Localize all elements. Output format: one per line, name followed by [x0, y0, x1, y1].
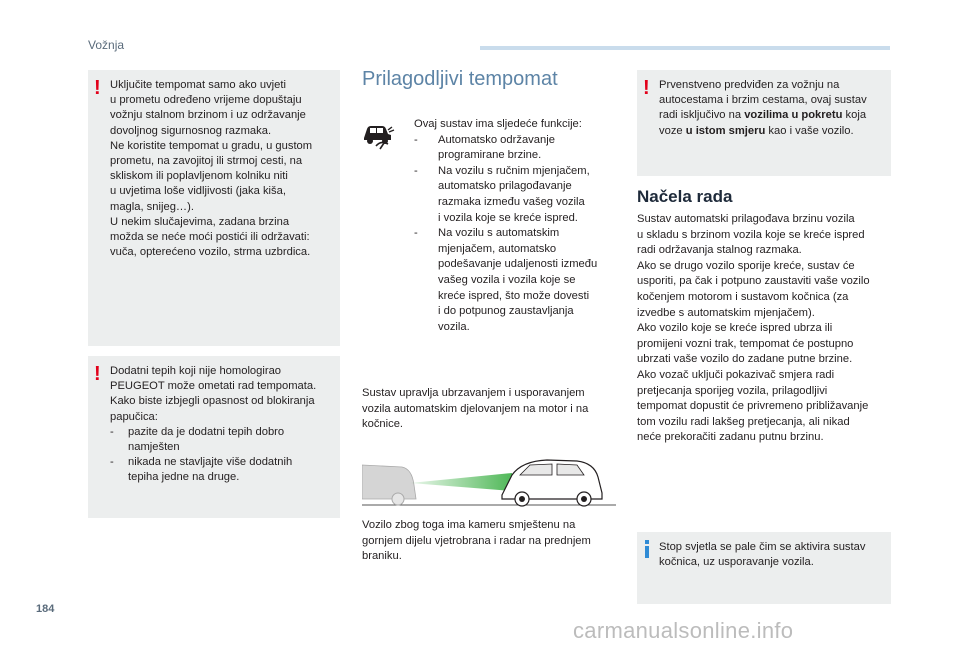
- list-item-text: tepiha jedne na druge.: [128, 471, 240, 484]
- list-bullet: -: [414, 227, 418, 240]
- list-bullet: -: [414, 164, 418, 177]
- list-item: [110, 455, 332, 470]
- watermark: carmanualsonline.info: [573, 618, 794, 643]
- radar-car-illustration: [362, 455, 616, 510]
- warning-line: Prvenstveno predviđen za vožnju na: [659, 79, 840, 91]
- page-number: 184: [36, 603, 55, 615]
- text-line: tempomat dopustit će privremeno približavanje: [637, 400, 869, 413]
- text-line: Dodatni tepih koji nije homologirao: [110, 365, 282, 377]
- warning-line: koja: [842, 109, 867, 122]
- text-line: promijeni vozni trak, tempomat će postupno: [637, 337, 854, 350]
- list-item-text: automatsko prilagođavanje: [438, 180, 572, 193]
- text-line: kočnica, uz usporavanje vozila.: [659, 556, 814, 569]
- list-bullet: -: [110, 456, 114, 469]
- text-line: Ako se drugo vozilo sporije kreće, sustav će: [637, 259, 855, 272]
- info-icon: [645, 540, 649, 558]
- text-line: U nekim slučajevima, zadana brzina: [110, 215, 290, 228]
- list-item: [110, 470, 332, 485]
- list-item: [110, 425, 332, 440]
- list-bullet: [110, 440, 128, 455]
- list-item: [414, 320, 614, 336]
- paragraph-control: [362, 386, 616, 433]
- text-line: Uključite tempomat samo ako uvjeti: [110, 79, 286, 91]
- warning-text: [110, 364, 332, 486]
- list-item-text: i vozila koje se kreće ispred.: [438, 211, 578, 224]
- text-line: kočenjem motorom i sustavom kočnica (za: [637, 290, 849, 303]
- text-line: Ne koristite tempomat u gradu, u gustom: [110, 139, 313, 152]
- text-line: ubrzati vaše vozilo do zadane putne brzine.: [637, 353, 853, 366]
- list-item: [414, 257, 614, 273]
- list-bullet: [414, 179, 438, 195]
- info-box-stop-lights: [637, 532, 891, 604]
- list-item: [414, 164, 614, 180]
- text-line: u skladu s brzinom vozila koje se kreće ispred: [637, 228, 865, 241]
- warning-icon: !: [94, 363, 101, 385]
- list-item-text: i do potpunog zaustavljanja: [438, 305, 574, 318]
- list-item: [414, 211, 614, 227]
- text-line: kočnice.: [362, 418, 404, 431]
- section-title-principles: Načela rada: [637, 187, 733, 206]
- warning-text: [659, 78, 883, 139]
- list-bullet: [414, 211, 438, 227]
- list-bullet: -: [110, 425, 114, 438]
- info-text: [659, 540, 883, 570]
- warning-text: [110, 78, 332, 260]
- paragraph-sensors: [362, 518, 616, 565]
- text-line: Sustav automatski prilagođava brzinu vozila: [637, 213, 855, 225]
- text-line: radi održavanja stalnog razmaka.: [637, 244, 802, 257]
- text-line: dovoljnog sigurnosnog razmaka.: [110, 124, 272, 137]
- paragraph-principles: [637, 212, 891, 446]
- intro-line: Ovaj sustav ima sljedeće funkcije:: [414, 118, 582, 130]
- list-item-text: vašeg vozila i vozila koje se: [438, 273, 576, 286]
- warning-emphasis: u istom smjeru: [685, 124, 766, 137]
- list-item: [414, 273, 614, 289]
- list-item: [414, 304, 614, 320]
- text-line: Kako biste izbjegli opasnost od blokiranja: [110, 395, 315, 408]
- list-item-text: programirane brzine.: [438, 149, 542, 162]
- list-item-text: kreće ispred, što može dovesti: [438, 289, 590, 302]
- text-line: u uvjetima loše vidljivosti (jaka kiša,: [110, 185, 286, 198]
- warning-line: kao i vaše vozilo.: [765, 124, 854, 137]
- function-list: [414, 117, 614, 335]
- list-item: [414, 289, 614, 305]
- text-line: Stop svjetla se pale čim se aktivira sustav: [659, 541, 866, 553]
- list-item: [414, 133, 614, 149]
- list-item-text: mjenjačem, automatsko: [438, 242, 557, 255]
- warning-emphasis: vozilima u pokretu: [744, 109, 843, 122]
- text-line: pretjecanja sporijeg vozila, prilagodljivi: [637, 384, 828, 397]
- text-line: vozila automatskim djelovanjem na motor i na: [362, 402, 589, 415]
- list-item-text: nikada ne stavljajte više dodatnih: [128, 456, 293, 469]
- warning-line: radi isključivo na: [659, 109, 745, 122]
- list-item-text: pazite da je dodatni tepih dobro: [128, 425, 285, 438]
- list-item: [414, 226, 614, 242]
- text-line: papučica:: [110, 410, 158, 423]
- warning-line: voze: [659, 124, 686, 137]
- warning-box-highway: [637, 70, 891, 176]
- list-bullet: -: [414, 133, 418, 146]
- text-line: tom vozilu radi lakšeg pretjecanja, ali nikad: [637, 415, 850, 428]
- list-item-text: Na vozilu s automatskim: [438, 227, 560, 240]
- list-item: [414, 195, 614, 211]
- warning-box-floor-mat: [88, 356, 340, 518]
- header-bar: [480, 46, 890, 50]
- text-line: magla, snijeg…).: [110, 200, 194, 213]
- list-item: [110, 440, 332, 455]
- text-line: usporiti, pa čak i potpuno zaustaviti vaše vozilo: [637, 275, 870, 288]
- text-line: neće prekoračiti zadanu putnu brzinu.: [637, 431, 824, 444]
- list-item-text: Na vozilu s ručnim mjenjačem,: [438, 164, 590, 177]
- adaptive-cruise-icon: [362, 118, 396, 150]
- section-title-adaptive-cruise: Prilagodljivi tempomat: [362, 68, 558, 90]
- text-line: izvedbe s automatskim mjenjačem).: [637, 306, 815, 319]
- text-line: skliskom ili poplavljenom kolniku niti: [110, 170, 288, 183]
- list-item-text: razmaka između vašeg vozila: [438, 195, 585, 208]
- list-bullet: [414, 242, 438, 258]
- warning-box-cruise-conditions: [88, 70, 340, 346]
- text-line: u prometu određeno vrijeme dopuštaju: [110, 94, 302, 107]
- section-header: Vožnja: [88, 38, 125, 52]
- list-item: [414, 179, 614, 195]
- list-bullet: [414, 304, 438, 320]
- list-item: [414, 242, 614, 258]
- text-line: prometu, na zavojitoj ili strmoj cesti, na: [110, 155, 303, 168]
- text-line: Sustav upravlja ubrzavanjem i usporavanjem: [362, 387, 585, 399]
- list-bullet: [110, 470, 128, 485]
- list-item-text: podešavanje udaljenosti između: [438, 258, 598, 271]
- list-bullet: [414, 289, 438, 305]
- list-item-text: Automatsko održavanje: [438, 133, 555, 146]
- list-bullet: [414, 257, 438, 273]
- list-bullet: [414, 195, 438, 211]
- text-line: vožnju stalnom brzinom i uz održavanje: [110, 109, 306, 122]
- text-line: Ako vozilo koje se kreće ispred ubrza ili: [637, 322, 833, 335]
- text-line: Ako vozač uključi pokazivač smjera radi: [637, 368, 835, 381]
- warning-icon: !: [643, 77, 650, 99]
- text-line: možda se neće moći postići ili održavati:: [110, 231, 310, 244]
- text-line: braniku.: [362, 550, 402, 563]
- text-line: gornjem dijelu vjetrobrana i radar na prednjem: [362, 534, 591, 547]
- text-line: PEUGEOT može ometati rad tempomata.: [110, 380, 317, 393]
- list-bullet: [414, 148, 438, 164]
- list-bullet: [414, 273, 438, 289]
- list-item-text: namješten: [128, 441, 180, 454]
- list-item-text: vozila.: [438, 320, 470, 333]
- list-item: [414, 148, 614, 164]
- list-bullet: [414, 320, 438, 336]
- text-line: vuča, opterećeno vozilo, strma uzbrdica.: [110, 246, 311, 259]
- text-line: Vozilo zbog toga ima kameru smještenu na: [362, 519, 576, 531]
- warning-line: autocestama i brzim cestama, ovaj sustav: [659, 94, 867, 107]
- warning-icon: !: [94, 77, 101, 99]
